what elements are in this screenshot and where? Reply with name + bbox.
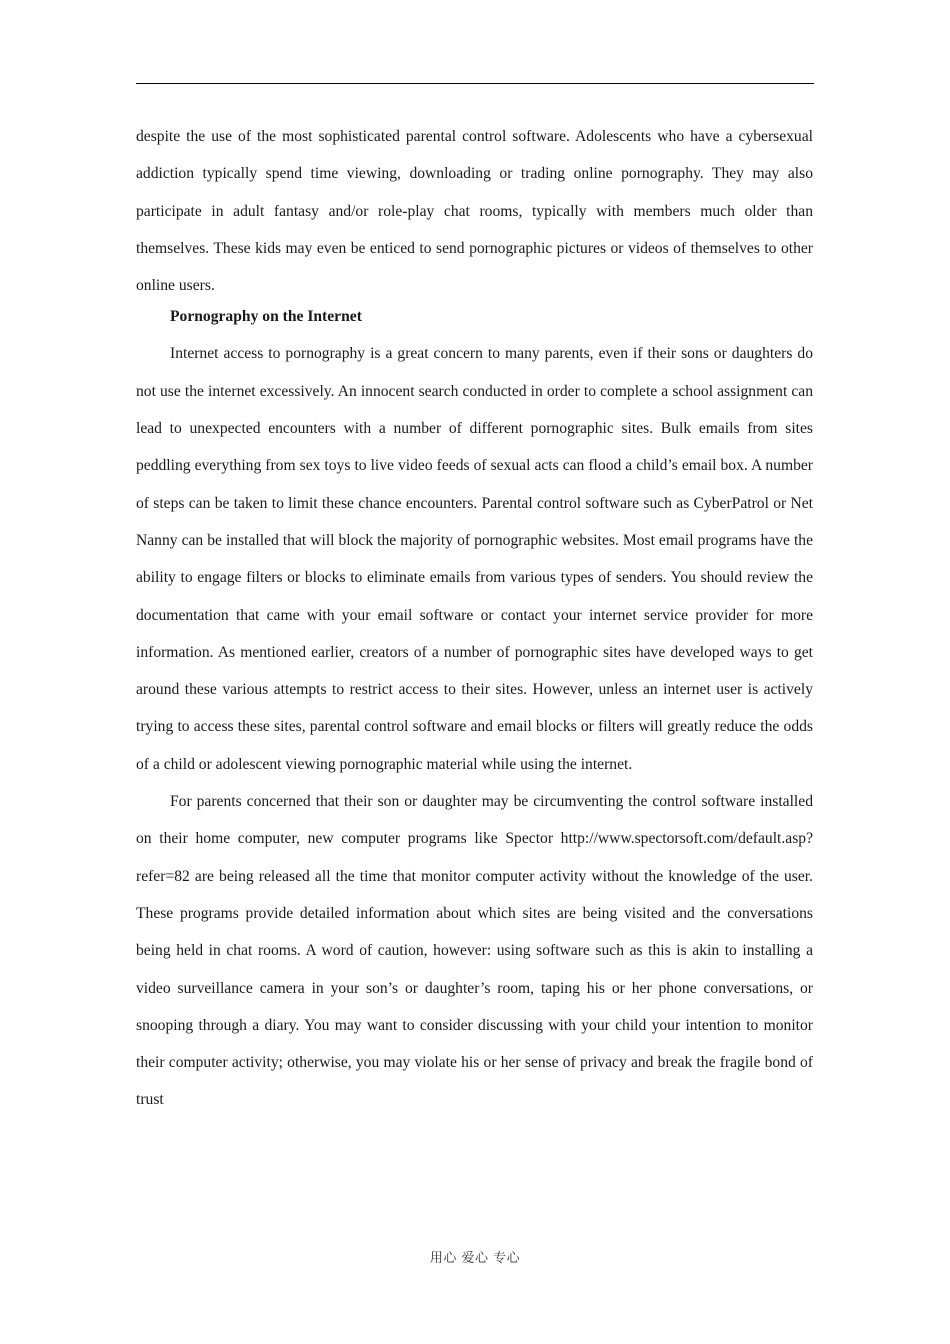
page-footer: 用心 爱心 专心 [429, 1251, 521, 1266]
document-body [136, 118, 813, 1119]
header-rule [136, 83, 814, 84]
paragraph-2: Internet access to pornography is a great concern to many parents, even if their sons or daughters do not use the internet excessively. An innocent search conducted in order to complete a school assignment can lead to unexpected encounters with a number of different pornographic sites. Bulk emails from sites peddling everything from sex toys to live video feeds of sexual acts can flood a child’s email box. A number of steps can be taken to limit these chance encounters. Parental control software such as CyberPatrol or Net Nanny can be installed that will block the majority of pornographic websites. Most email programs have the ability to engage filters or blocks to eliminate emails from various types of senders. You should review the documentation that came with your email software or contact your internet service provider for more information. As mentioned earlier, creators of a number of pornographic sites have developed ways to get around these various attempts to restrict access to their sites. However, unless an internet user is actively trying to access these sites, parental control software and email blocks or filters will greatly reduce the odds of a child or adolescent viewing pornographic material while using the internet. [136, 345, 813, 773]
paragraph-3: For parents concerned that their son or daughter may be circumventing the control software installed on their home computer, new computer programs like Spector http://www.spectorsoft.com/default.asp?refer=82 are being released all the time that monitor computer activity without the knowledge of the user. These programs provide detailed information about which sites are being visited and the conversations being held in chat rooms. A word of caution, however: using software such as this is akin to installing a video surveillance camera in your son’s or daughter’s room, taping his or her phone conversations, or snooping through a diary. You may want to consider discussing with your child your intention to monitor their computer activity; otherwise, you may violate his or her sense of privacy and break the fragile bond of trust [136, 793, 813, 1109]
paragraph-1: despite the use of the most sophisticated parental control software. Adolescents who have a cybersexual addiction typically spend time viewing, downloading or trading online pornography. They may also participate in adult fantasy and/or role-play chat rooms, typically with members much older than themselves. These kids may even be enticed to send pornographic pictures or videos of themselves to other online users. [136, 128, 813, 295]
section-heading: Pornography on the Internet [170, 308, 362, 326]
